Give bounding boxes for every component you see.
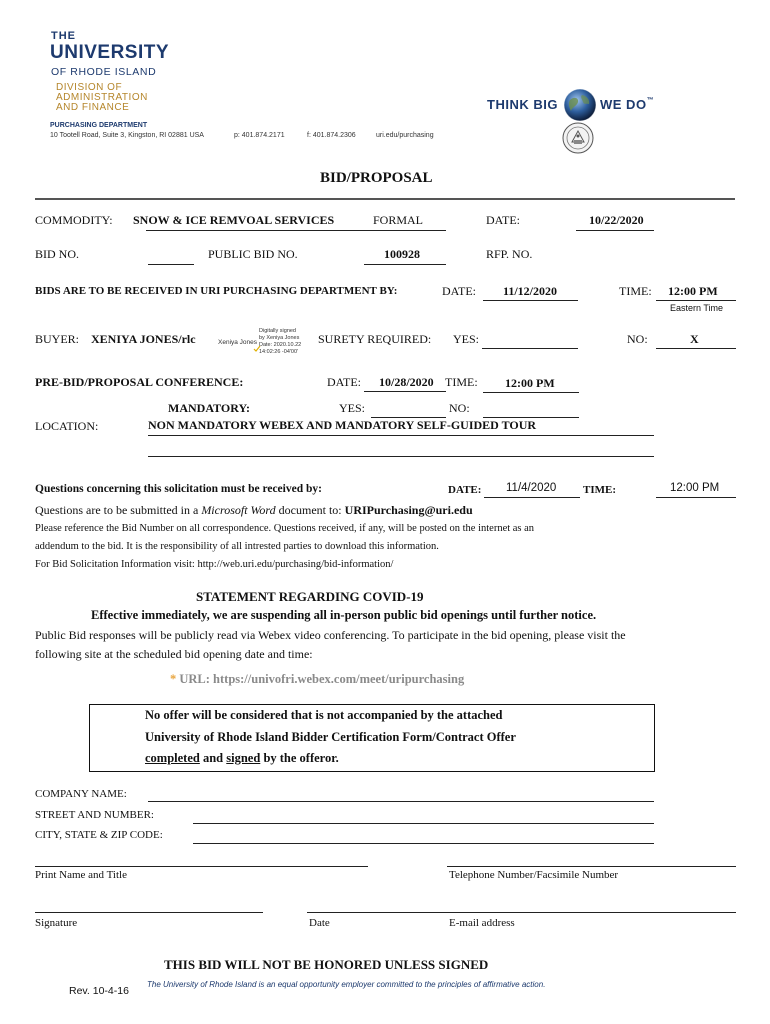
public-bid-label: PUBLIC BID NO. — [208, 247, 298, 261]
surety-no-label: NO: — [627, 332, 648, 346]
honored-warning: THIS BID WILL NOT BE HONORED UNLESS SIGNED — [164, 957, 489, 972]
signature-date-label: Date — [309, 917, 330, 929]
print-name-field[interactable] — [35, 866, 368, 867]
conference-time-underline — [483, 392, 579, 393]
location-underline-2 — [148, 456, 654, 457]
commodity-underline — [146, 230, 364, 231]
uri-logo-the: THE — [51, 30, 76, 42]
telephone-label: Telephone Number/Facsimile Number — [449, 869, 619, 881]
reference-line-2: addendum to the bid. It is the responsibility of all intrested parties to download this information. — [35, 541, 439, 552]
division-line-3: AND FINANCE — [56, 102, 130, 113]
public-bid-underline — [364, 264, 446, 265]
questions-date-underline — [484, 497, 580, 498]
division-line-1: DIVISION OF — [56, 82, 123, 93]
mandatory-yes-label: YES: — [339, 401, 366, 415]
formal-label: FORMAL — [373, 213, 424, 227]
questions-time-label: TIME: — [583, 484, 616, 496]
surety-yes-underline — [482, 348, 578, 349]
company-name-field[interactable] — [148, 801, 654, 802]
received-date-underline — [483, 300, 578, 301]
telephone-field[interactable] — [447, 866, 736, 867]
city-state-zip-field[interactable] — [193, 843, 654, 844]
notice-line-2: University of Rhode Island Bidder Certification Form/Contract Offer — [145, 730, 516, 744]
letterhead-web: uri.edu/purchasing — [376, 132, 434, 139]
conference-time-value: 12:00 PM — [505, 376, 555, 390]
covid-effective-statement: Effective immediately, we are suspending all in-person public bid openings until further notice. — [91, 608, 597, 622]
mandatory-no-label: NO: — [449, 401, 470, 415]
eeo-statement: The University of Rhode Island is an equal opportunity employer committed to the principles of affirmative action. — [147, 980, 546, 989]
street-number-label: STREET AND NUMBER: — [35, 809, 154, 821]
conference-time-label: TIME: — [445, 375, 478, 389]
questions-date-label: DATE: — [448, 484, 482, 496]
city-state-zip-label: CITY, STATE & ZIP CODE: — [35, 829, 163, 841]
division-line-2: ADMINISTRATION — [56, 92, 148, 103]
buyer-label: BUYER: — [35, 332, 80, 346]
url-star-icon: * — [170, 672, 177, 686]
questions-submit-line: Questions are to be submitted in a Microsoft Word document to: URIPurchasing@uri.edu — [35, 503, 473, 517]
digital-signature-block: Digitally signed by Xeniya Jones Date: 2020.10.22 14:02:26 -04'00' — [259, 328, 302, 355]
globe-icon — [562, 87, 598, 123]
surety-no-underline — [656, 348, 736, 349]
date-email-field[interactable] — [307, 912, 736, 913]
received-time-underline — [656, 300, 736, 301]
email-label: E-mail address — [449, 917, 515, 929]
street-number-field[interactable] — [193, 823, 654, 824]
bids-received-label: BIDS ARE TO BE RECEIVED IN URI PURCHASING DEPARTMENT BY: — [35, 285, 398, 297]
conference-date-value: 10/28/2020 — [379, 375, 434, 389]
conference-date-label: DATE: — [327, 375, 361, 389]
letterhead-fax: f: 401.874.2306 — [307, 132, 356, 139]
reference-line-1: Please reference the Bid Number on all correspondence. Questions received, if any, will be posted on the internet as an — [35, 523, 535, 534]
covid-heading: STATEMENT REGARDING COVID-19 — [196, 589, 424, 604]
questions-time-underline — [656, 497, 736, 498]
bid-no-underline — [148, 264, 194, 265]
webex-url-link[interactable]: URL: https://univofri.webex.com/meet/uripurchasing — [179, 672, 465, 686]
notice-line-3: completed and signed by the offeror. — [145, 751, 339, 765]
digital-signature-name: Xeniya Jones — [218, 339, 258, 346]
title-divider — [35, 198, 735, 200]
covid-paragraph-line-1: Public Bid responses will be publicly read via Webex video conferencing. To participate in the bid opening, please visit the — [35, 628, 626, 642]
location-underline-1 — [148, 435, 654, 436]
letterhead-address: 10 Tootell Road, Suite 3, Kingston, RI 02881 USA — [50, 132, 204, 139]
reference-line-3: For Bid Solicitation Information visit: http://web.uri.edu/purchasing/bid-information/ — [35, 559, 394, 570]
commodity-value: SNOW & ICE REMVOAL SERVICES — [133, 213, 335, 227]
location-value: NON MANDATORY WEBEX AND MANDATORY SELF-GUIDED TOUR — [148, 418, 537, 432]
conference-date-underline — [364, 391, 446, 392]
purchasing-department-heading: PURCHASING DEPARTMENT — [50, 122, 148, 129]
bid-no-label: BID NO. — [35, 247, 79, 261]
signature-label: Signature — [35, 917, 78, 929]
received-time-label: TIME: — [619, 284, 652, 298]
think-big-text: THINK BIG — [487, 97, 558, 112]
page-title: BID/PROPOSAL — [320, 170, 433, 186]
date-label: DATE: — [486, 213, 520, 227]
university-seal-icon — [562, 122, 594, 154]
covid-paragraph-line-2: following site at the scheduled bid opening date and time: — [35, 647, 313, 661]
signature-field[interactable] — [35, 912, 263, 913]
eastern-time-note: Eastern Time — [670, 303, 724, 313]
rfp-label: RFP. NO. — [486, 247, 533, 261]
public-bid-value: 100928 — [384, 247, 420, 261]
location-label: LOCATION: — [35, 419, 99, 433]
date-underline — [576, 230, 654, 231]
print-name-label: Print Name and Title — [35, 869, 127, 881]
date-value: 10/22/2020 — [589, 213, 644, 227]
signature-check-icon — [253, 345, 261, 353]
mandatory-label: MANDATORY: — [168, 401, 251, 415]
we-do-text: WE DO™ — [600, 97, 655, 112]
questions-date-value: 11/4/2020 — [506, 482, 557, 494]
company-name-label: COMPANY NAME: — [35, 788, 127, 800]
formal-underline — [364, 230, 446, 231]
letterhead-phone: p: 401.874.2171 — [234, 132, 285, 139]
submit-email-link[interactable]: URIPurchasing@uri.edu — [344, 503, 473, 517]
covid-url-line — [170, 672, 464, 687]
received-date-value: 11/12/2020 — [503, 284, 558, 298]
surety-yes-label: YES: — [453, 332, 480, 346]
questions-deadline-label: Questions concerning this solicitation must be received by: — [35, 483, 322, 495]
received-date-label: DATE: — [442, 284, 476, 298]
surety-required-label: SURETY REQUIRED: — [318, 332, 432, 346]
pre-bid-conference-label: PRE-BID/PROPOSAL CONFERENCE: — [35, 375, 244, 389]
surety-no-value: X — [690, 332, 699, 346]
uri-logo-rhode-island: OF RHODE ISLAND — [51, 66, 157, 78]
received-time-value: 12:00 PM — [668, 284, 718, 298]
uri-logo-university: UNIVERSITY — [50, 42, 170, 63]
buyer-value: XENIYA JONES/rlc — [91, 332, 196, 346]
questions-time-value: 12:00 PM — [670, 482, 720, 494]
commodity-label: COMMODITY: — [35, 213, 113, 227]
notice-line-1: No offer will be considered that is not accompanied by the attached — [145, 708, 503, 722]
revision-label: Rev. 10-4-16 — [69, 985, 129, 997]
